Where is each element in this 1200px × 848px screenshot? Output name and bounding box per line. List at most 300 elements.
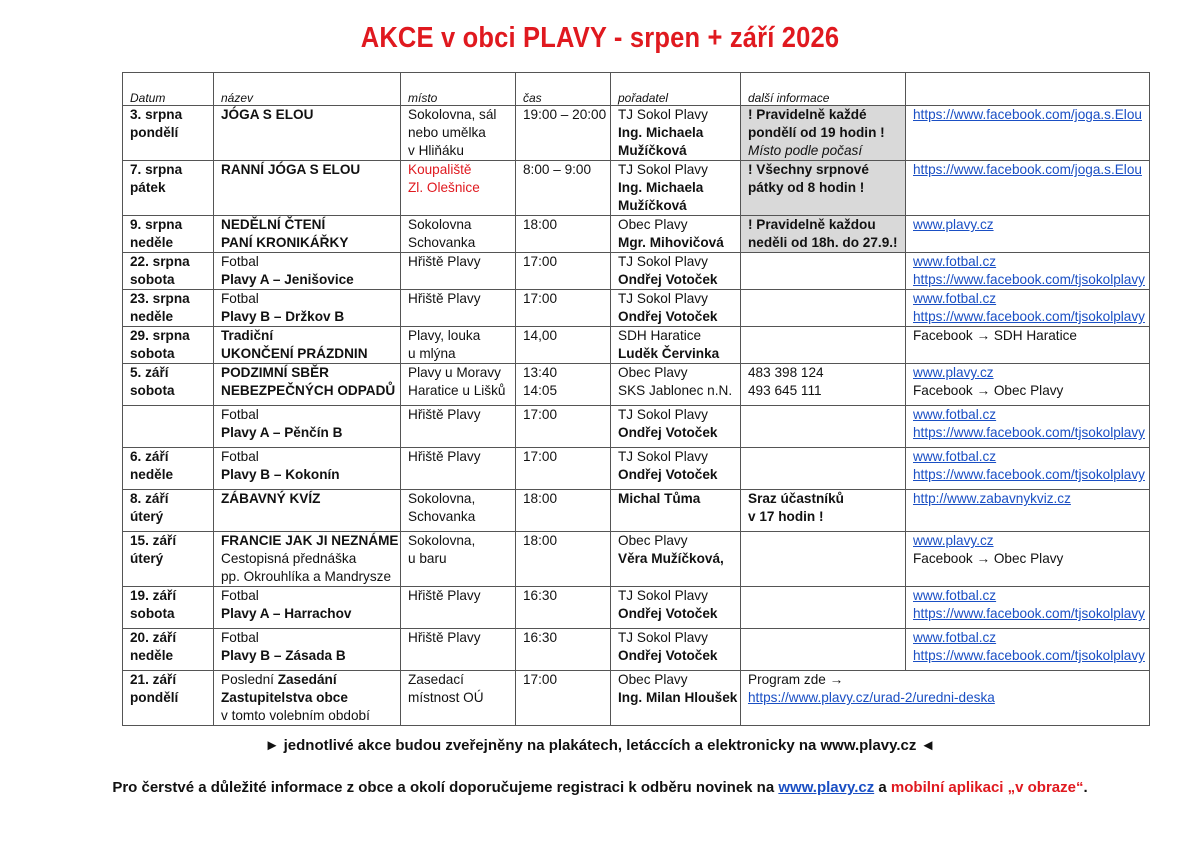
cell-text: 29. srpna [130,328,190,343]
cell-line [221,216,400,234]
cell-text: Sraz účastníků [748,491,844,506]
date-cell [123,490,214,532]
cell-line [618,671,740,689]
time-cell [516,406,611,448]
cell-line [408,382,515,400]
cell-text: ZÁBAVNÝ KVÍZ [221,491,321,506]
organizer-cell [611,406,741,448]
cell-text: Michal Tůma [618,491,701,506]
cell-text[interactable]: www.fotbal.cz [913,449,997,464]
cell-line [523,364,610,382]
link-text[interactable] [913,106,1149,124]
cell-line [130,308,213,326]
info-cell [741,253,906,290]
cell-text[interactable]: https://www.plavy.cz/urad-2/uredni-deska [748,690,995,705]
place-cell [401,290,516,327]
info-cell [741,106,906,161]
cell-text: pondělí [130,125,179,140]
cell-text: NEBEZPEČNÝCH ODPADŮ [221,383,396,398]
cell-text: 14:05 [523,383,558,398]
place-cell [401,448,516,490]
cell-text: Hřiště Plavy [408,588,481,603]
cell-line [221,587,400,605]
cell-line [130,647,213,665]
cell-line [523,106,610,124]
cell-line [748,142,905,160]
place-cell [401,253,516,290]
cell-text: Hřiště Plavy [408,407,481,422]
cell-text: Cestopisná přednáška [221,551,357,566]
cell-text: Poslední [221,672,278,687]
cell-text: neděle [130,309,174,324]
time-cell [516,327,611,364]
date-cell [123,364,214,406]
cell-text: sobota [130,272,175,287]
link-text[interactable] [913,448,1149,466]
cell-text: Fotbal [221,588,259,603]
table-row [123,406,1150,448]
cell-text: 493 645 111 [748,383,822,398]
cell-text: ! Pravidelně každou [748,217,876,232]
cell-line [221,550,400,568]
cell-line [130,124,213,142]
cell-text: Ondřej Votoček [618,272,718,287]
table-row [123,490,1150,532]
cell-line [130,345,213,363]
cell-text: sobota [130,606,175,621]
cell-text[interactable]: https://www.facebook.com/joga.s.Elou [913,107,1142,122]
organizer-cell [611,671,741,726]
name-cell [214,106,401,161]
cell-line [618,124,740,142]
organizer-cell [611,629,741,671]
cell-text: Program zde → [748,672,844,687]
info-cell [741,327,906,364]
name-cell [214,448,401,490]
cell-text: neděle [130,467,174,482]
cell-line [130,671,213,689]
cell-text: SKS Jablonec n.N. [618,383,733,398]
cell-line [221,234,400,252]
footer-text [0,779,1200,796]
cell-text[interactable]: www.plavy.cz [913,533,994,548]
place-cell [401,216,516,253]
cell-text: pondělí od 19 hodin ! [748,125,885,140]
links-cell [906,106,1150,161]
cell-text: 14,00 [523,328,558,343]
cell-text: TJ Sokol Plavy [618,107,708,122]
cell-line [130,689,213,707]
time-cell [516,587,611,629]
cell-line [130,605,213,623]
cell-text: TJ Sokol Plavy [618,254,708,269]
date-cell [123,406,214,448]
cell-text: úterý [130,551,164,566]
cell-line [221,605,400,623]
cell-line [221,382,400,400]
time-cell [516,490,611,532]
cell-line [748,490,905,508]
link-text[interactable] [913,364,1149,382]
cell-line [408,689,515,707]
links-cell [906,216,1150,253]
cell-text: FRANCIE JAK JI NEZNÁME [221,533,399,548]
cell-text: 23. srpna [130,291,190,306]
organizer-cell [611,290,741,327]
cell-line [130,271,213,289]
cell-line [130,106,213,124]
links-cell [906,629,1150,671]
info-cell [741,290,906,327]
cell-line [408,106,515,124]
cell-text: 17:00 [523,407,558,422]
header-date: Datum [123,73,214,106]
info-cell [741,587,906,629]
cell-line [408,671,515,689]
table-row [123,216,1150,253]
cell-text: TJ Sokol Plavy [618,449,708,464]
cell-text: Facebook → SDH Haratice [913,328,1077,343]
cell-line [618,605,740,623]
cell-text: Luděk Červinka [618,346,720,361]
cell-text: 18:00 [523,217,558,232]
cell-text: Hřiště Plavy [408,254,481,269]
cell-line [618,647,740,665]
cell-text: Facebook → Obec Plavy [913,551,1064,566]
cell-text: neděli od 18h. do 27.9.! [748,235,898,250]
link-text[interactable] [913,271,1149,289]
cell-text: Sokolovna, [408,533,476,548]
cell-line [748,671,1149,689]
date-cell [123,629,214,671]
cell-line [618,550,740,568]
table-row [123,448,1150,490]
cell-line [130,327,213,345]
info-cell [741,216,906,253]
cell-text: 13:40 [523,365,558,380]
cell-line [618,142,740,160]
cell-text: Sokolovna, [408,491,476,506]
cell-text: 22. srpna [130,254,190,269]
cell-line [221,271,400,289]
cell-text: 8:00 – 9:00 [523,162,592,177]
cell-text: UKONČENÍ PRÁZDNIN [221,346,368,361]
link-text[interactable] [913,490,1149,508]
time-cell [516,629,611,671]
cell-text: 5. září [130,365,169,380]
cell-line [408,550,515,568]
cell-text[interactable]: www.fotbal.cz [913,407,997,422]
table-row [123,290,1150,327]
organizer-cell [611,327,741,364]
cell-line [523,253,610,271]
cell-line [408,234,515,252]
header-name: název [214,73,401,106]
footer-website-link[interactable]: www.plavy.cz [778,779,875,796]
table-row [123,327,1150,364]
cell-text: TJ Sokol Plavy [618,291,708,306]
cell-text: ! Pravidelně každé [748,107,867,122]
cell-text: v tomto volebním období [221,708,370,723]
info-cell [741,161,906,216]
cell-line [748,508,905,526]
cell-line [618,271,740,289]
links-cell [906,532,1150,587]
cell-text[interactable]: www.fotbal.cz [913,630,997,645]
cell-line [130,448,213,466]
cell-text[interactable]: https://www.facebook.com/tjsokolplavy [913,606,1145,621]
organizer-cell [611,106,741,161]
cell-text: sobota [130,383,175,398]
link-text[interactable] [913,308,1149,326]
cell-line [618,424,740,442]
cell-text: Hřiště Plavy [408,630,481,645]
links-cell [906,587,1150,629]
link-text[interactable] [913,466,1149,484]
cell-text: Fotbal [221,630,259,645]
cell-text: Facebook → Obec Plavy [913,383,1064,398]
link-text[interactable] [913,424,1149,442]
cell-text[interactable]: https://www.facebook.com/tjsokolplavy [913,648,1145,663]
place-cell [401,629,516,671]
cell-line [130,234,213,252]
link-text[interactable] [913,647,1149,665]
time-cell [516,216,611,253]
cell-text[interactable]: https://www.facebook.com/joga.s.Elou [913,162,1142,177]
cell-text: u mlýna [408,346,456,361]
cell-text: Obec Plavy [618,533,688,548]
link-text[interactable] [913,161,1149,179]
cell-text: v 17 hodin ! [748,509,824,524]
cell-text[interactable]: www.fotbal.cz [913,291,997,306]
link-text[interactable] [913,290,1149,308]
cell-line [408,253,515,271]
cell-line [221,448,400,466]
cell-text: nebo umělka [408,125,486,140]
cell-text[interactable]: www.fotbal.cz [913,588,997,603]
link-text[interactable] [913,629,1149,647]
date-cell [123,587,214,629]
links-cell [906,290,1150,327]
table-row [123,106,1150,161]
cell-line [130,382,213,400]
cell-text: 3. srpna [130,107,183,122]
cell-line [130,490,213,508]
cell-line [221,647,400,665]
cell-line [618,532,740,550]
cell-text: 18:00 [523,533,558,548]
cell-text: SDH Haratice [618,328,702,343]
cell-text: 17:00 [523,449,558,464]
cell-line [221,406,400,424]
cell-text: Mužíčková [618,143,687,158]
time-cell [516,532,611,587]
cell-line [913,382,1149,400]
info-cell [741,532,906,587]
info-cell [741,629,906,671]
cell-text: TJ Sokol Plavy [618,588,708,603]
cell-text: Zastupitelstva obce [221,690,348,705]
cell-text: 18:00 [523,491,558,506]
organizer-cell [611,364,741,406]
name-cell [214,490,401,532]
cell-line [221,671,400,689]
cell-text: 16:30 [523,630,558,645]
time-cell [516,448,611,490]
cell-line [523,290,610,308]
time-cell [516,253,611,290]
cell-line [618,161,740,179]
cell-line [618,406,740,424]
cell-text: 15. září [130,533,177,548]
name-cell [214,253,401,290]
cell-text: pondělí [130,690,179,705]
cell-line [130,466,213,484]
cell-text: Plavy B – Kokonín [221,467,340,482]
events-table [122,72,1150,726]
cell-text: 21. září [130,672,177,687]
link-text[interactable] [913,605,1149,623]
cell-text: 17:00 [523,291,558,306]
cell-line [618,689,740,707]
name-cell [214,216,401,253]
time-cell [516,364,611,406]
cell-text: Schovanka [408,235,476,250]
cell-line [408,179,515,197]
organizer-cell [611,216,741,253]
footer-middle: a [874,779,891,796]
time-cell [516,106,611,161]
header-time: čas [516,73,611,106]
cell-line [618,253,740,271]
cell-text: NEDĚLNÍ ČTENÍ [221,217,326,232]
date-cell [123,327,214,364]
cell-line [523,532,610,550]
place-cell [401,490,516,532]
cell-text: 8. září [130,491,169,506]
cell-text: u baru [408,551,447,566]
place-cell [401,161,516,216]
cell-text: Plavy u Moravy [408,365,501,380]
cell-text: 19. září [130,588,177,603]
cell-text: Hřiště Plavy [408,291,481,306]
cell-text: Ondřej Votoček [618,309,718,324]
date-cell [123,106,214,161]
cell-text: Sokolovna, sál [408,107,497,122]
cell-line [221,568,400,586]
cell-line [130,290,213,308]
cell-line [523,629,610,647]
name-cell [214,290,401,327]
cell-text: Ondřej Votoček [618,648,718,663]
cell-text[interactable]: http://www.zabavnykviz.cz [913,491,1071,506]
link-text[interactable] [913,253,1149,271]
cell-text: Věra Mužíčková, [618,551,724,566]
cell-line [748,106,905,124]
cell-line [221,308,400,326]
cell-line [523,382,610,400]
info-cell [741,671,1150,726]
link-text[interactable] [913,406,1149,424]
date-cell [123,253,214,290]
cell-line [221,345,400,363]
cell-line [221,253,400,271]
cell-line [221,532,400,550]
cell-line [618,308,740,326]
cell-text: pátky od 8 hodin ! [748,180,865,195]
cell-line [523,671,610,689]
cell-line [408,406,515,424]
cell-text: Plavy, louka [408,328,481,343]
cell-text[interactable]: https://www.facebook.com/tjsokolplavy [913,272,1145,287]
link-text[interactable] [913,532,1149,550]
organizer-cell [611,161,741,216]
cell-text[interactable]: www.fotbal.cz [913,254,997,269]
cell-text: Plavy B – Zásada B [221,648,346,663]
footer-before: Pro čerstvé a důležité informace z obce a okolí doporučujeme registraci k odběru novinek na [112,779,779,796]
cell-text: Ing. Milan Hloušek [618,690,738,705]
link-text[interactable] [913,216,1149,234]
cell-line [618,179,740,197]
cell-text[interactable]: www.plavy.cz [913,217,994,232]
cell-line [618,106,740,124]
cell-line [221,106,400,124]
cell-line [748,179,905,197]
cell-text: ! Všechny srpnové [748,162,869,177]
cell-text-emphasis: Zasedání [277,672,337,687]
cell-text: Plavy A – Harrachov [221,606,352,621]
cell-text: 16:30 [523,588,558,603]
cell-line [618,327,740,345]
name-cell [214,161,401,216]
cell-text: 17:00 [523,672,558,687]
name-cell [214,629,401,671]
cell-text: pátek [130,180,166,195]
cell-line [221,327,400,345]
cell-line [130,161,213,179]
links-cell [906,490,1150,532]
date-cell [123,290,214,327]
link-text[interactable] [748,689,1149,707]
organizer-cell [611,587,741,629]
cell-text: 9. srpna [130,217,183,232]
cell-text[interactable]: https://www.facebook.com/tjsokolplavy [913,309,1145,324]
cell-text: 20. září [130,630,177,645]
date-cell [123,532,214,587]
date-cell [123,671,214,726]
link-text[interactable] [913,587,1149,605]
table-row [123,532,1150,587]
cell-text: úterý [130,509,164,524]
name-cell [214,364,401,406]
name-cell [214,327,401,364]
cell-line [130,508,213,526]
cell-text: Zl. Olešnice [408,180,480,195]
cell-text[interactable]: www.plavy.cz [913,365,994,380]
cell-line [221,364,400,382]
header-place: místo [401,73,516,106]
cell-line [221,161,400,179]
info-cell [741,448,906,490]
cell-text: Schovanka [408,509,476,524]
cell-text[interactable]: https://www.facebook.com/tjsokolplavy [913,467,1145,482]
cell-text: Obec Plavy [618,217,688,232]
cell-line [408,532,515,550]
cell-line [408,448,515,466]
place-cell [401,327,516,364]
cell-text[interactable]: https://www.facebook.com/tjsokolplavy [913,425,1145,440]
cell-text: Plavy A – Pěnčín B [221,425,343,440]
